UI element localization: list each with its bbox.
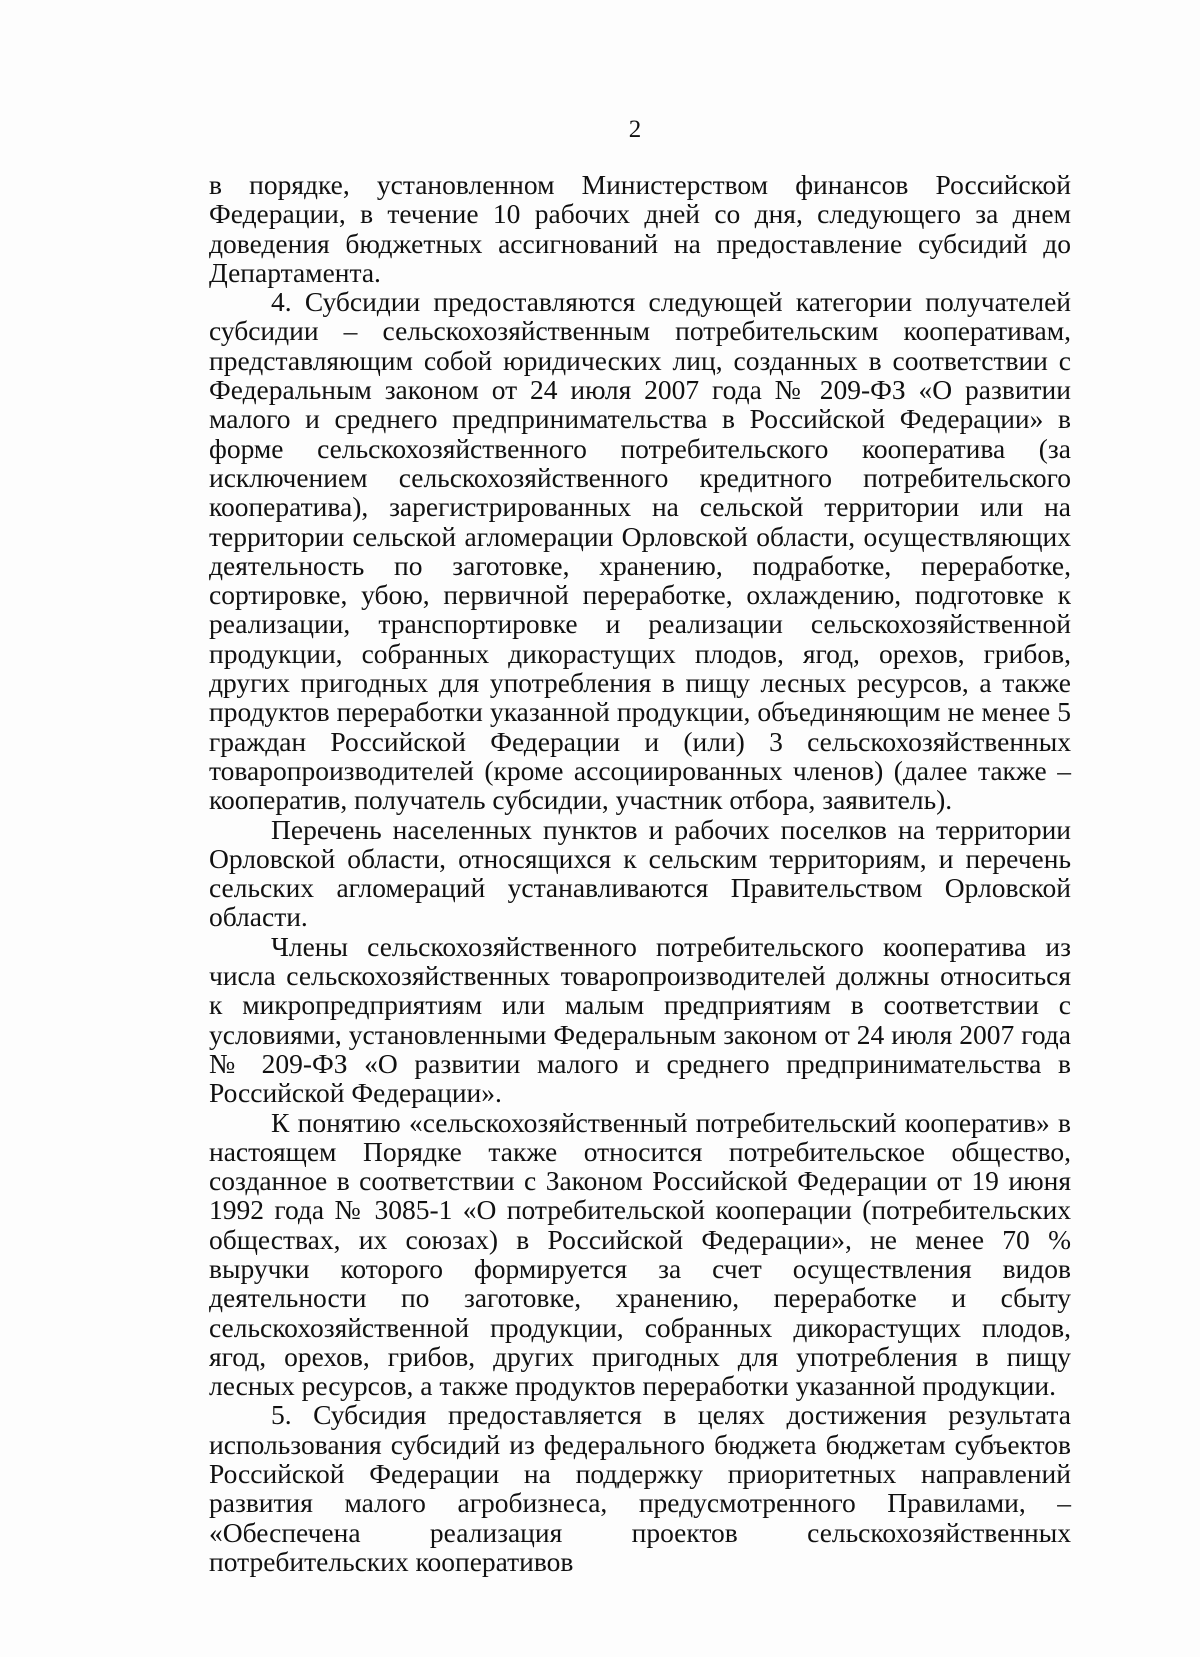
paragraph-item-5: 5. Субсидия предоставляется в целях достижения результата использования субсидий из федерального бюджета бюджетам субъектов Российской Федерации на поддержку приоритетных направлений развития малого агробизнеса, предусмотренного Правилами, – «Обеспечена реализация проектов сельскохозяйственных потребительских кооперативов [209,1399,1071,1577]
page-number: 2 [628,116,642,143]
paragraph-continuation: в порядке, установленном Министерством финансов Российской Федерации, в течение 10 рабочих дней со дня, следующего за днем доведения бюджетных ассигнований на предоставление субсидий до Департамента. [209,169,1071,288]
paragraph-members: Члены сельскохозяйственного потребительского кооператива из числа сельскохозяйственных товаропроизводителей должны относиться к микропредприятиям или малым предприятиям в соответствии с условиями, установленными Федеральным законом от 24 июля 2007 года № 209-ФЗ «О развитии малого и среднего предпринимательства в Российской Федерации». [209,930,1071,1109]
document-body [209,170,1071,1576]
paragraph-settlements-list: Перечень населенных пунктов и рабочих поселков на территории Орловской области, относящихся к сельским территориям, и перечень сельских агломераций устанавливаются Правительством Орловской области. [209,813,1071,933]
paragraph-cooperative-definition: К понятию «сельскохозяйственный потребительский кооператив» в настоящем Порядке также относится потребительское общество, созданное в соответствии с Законом Российской Федерации от 19 июня 1992 года № 3085-1 «О потребительской кооперации (потребительских обществах, их союзах) в Российской Федерации», не менее 70 % выручки которого формируется за счет осуществления видов деятельности по заготовке, хранению, переработке и сбыту сельскохозяйственной продукции, собранных дикорастущих плодов, ягод, орехов, грибов, других пригодных для употребления в пищу лесных ресурсов, а также продуктов переработки указанной продукции. [209,1106,1071,1402]
paragraph-item-4: 4. Субсидии предоставляются следующей категории получателей субсидии – сельскохозяйственным потребительским кооперативам, представляющим собой юридических лиц, созданных в соответствии с Федеральным законом от 24 июля 2007 года № 209-ФЗ «О развитии малого и среднего предпринимательства в Российской Федерации» в форме сельскохозяйственного потребительского кооператива (за исключением сельскохозяйственного кредитного потребительского кооператива), зарегистрированных на сельской территории или на территории сельской агломерации Орловской области, осуществляющих деятельность по заготовке, хранению, подработке, переработке, сортировке, убою, первичной переработке, охлаждению, подготовке к реализации, транспортировке и реализации сельскохозяйственной продукции, собранных дикорастущих плодов, ягод, орехов, грибов, других пригодных для употребления в пищу лесных ресурсов, а также продуктов переработки указанной продукции, объединяющим не менее 5 граждан Российской Федерации и (или) 3 сельскохозяйственных товаропроизводителей (кроме ассоциированных членов) (далее также – кооператив, получатель субсидии, участник отбора, заявитель). [209,286,1071,816]
